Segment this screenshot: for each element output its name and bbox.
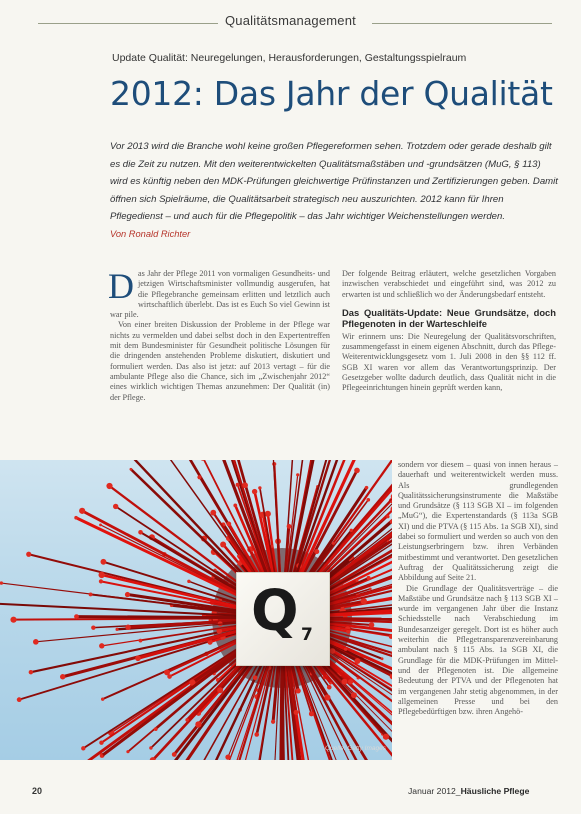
spike-tip xyxy=(365,486,369,490)
spike-tip xyxy=(98,572,104,578)
spike-tip xyxy=(106,483,112,489)
spike-tip xyxy=(369,587,372,590)
column-3-paragraph-1: sondern vor diesem – quasi von innen heraus – dauerhaft und weiterentwickelt werden muss. Als grundlegenden Qualitätssicherungsinstrumente die Maßstäbe und Grundsätze (§ 113 SGB XI – im folgenden „MuG“), die Expertenstandards (§ 113a SGB XI) und die PTVA (§ 115 Abs. 1a SGB XI), sind dabei so formuliert und werden so auch von den Leistungserbringern bzw. ihren Verbänden mitbestimmt und verantwortet. Den gesetzlichen Auftrag der Qualitätssicherung zeigt die Abbildung auf Seite 21. xyxy=(398,460,558,583)
spike-tip xyxy=(369,622,375,628)
spike-tip xyxy=(125,592,130,597)
column-1-paragraph-1 xyxy=(108,266,330,320)
spike-tip xyxy=(115,628,118,631)
spike-tip xyxy=(367,498,371,502)
spike-tip xyxy=(101,559,107,565)
spike-tip xyxy=(17,697,22,702)
spike-tip xyxy=(0,581,3,584)
spike-tip xyxy=(233,503,237,507)
spike-tip xyxy=(195,721,201,727)
spike-tip xyxy=(351,692,357,698)
spike-tip xyxy=(29,670,33,674)
spike-tip xyxy=(253,675,258,680)
page-number: 20 xyxy=(32,786,43,796)
spike-tip xyxy=(386,515,389,518)
spike-tip xyxy=(225,755,230,760)
header-rule-right xyxy=(372,23,552,24)
spike-tip xyxy=(89,593,93,597)
spike-tip xyxy=(10,617,16,623)
spike-tip xyxy=(348,679,353,684)
spike-tip xyxy=(220,541,226,547)
spike-tip xyxy=(381,657,384,660)
column-1-paragraph-2: Von einer breiten Diskussion der Probleme in der Pflege war nichts zu vermelden und dabei selbst doch in den Expertentreffen mit dem Bundesminister für Gesundheit politische Lösungen für die dringenden anstehenden Probleme diskutiert, diskutiert und formuliert werden. Das also ist jetzt: auf 2013 vertagt – für die ambulante Pflege also die Chance, sich im „Zwischenjahr 2012“ eines wirklich wichtigen Themas anzunehmen: Der Qualität (in) der Pflege. xyxy=(110,320,330,402)
spike-tip xyxy=(258,486,261,489)
column-3 xyxy=(398,460,558,717)
spike-tip xyxy=(99,740,103,744)
spike-tip xyxy=(130,468,133,471)
article-byline: Von Ronald Richter xyxy=(110,229,191,239)
article-photo xyxy=(0,460,392,760)
spike-tip xyxy=(139,639,143,643)
footer-publication: Häusliche Pflege xyxy=(460,786,530,796)
footer-issue-date: Januar 2012 xyxy=(408,786,456,796)
spike-tip xyxy=(26,552,31,557)
column-1 xyxy=(108,266,330,403)
tile-letter: Q xyxy=(251,579,299,644)
dropcap: D xyxy=(108,266,134,306)
section-title: Qualitätsmanagement xyxy=(225,13,356,28)
column-2-paragraph-1: Der folgende Beitrag erläutert, welche gesetzlichen Vorgaben inzwischen verabschiedet und eingeführt sind, was 2012 zu erwarten ist und schließlich wo der Änderungsbedarf entsteht. xyxy=(342,269,556,299)
spike-tip xyxy=(309,711,314,716)
column-2 xyxy=(342,269,556,393)
column-2-paragraph-2: Wir erinnern uns: Die Neuregelung der Qualitätsvorschriften, zusammengefasst in einem eigenen Abschnitt, durch das Pflege-Weiterentwicklungsgesetz vom 1. Juli 2008 in den §§ 112 ff. SGB XI waren vor allem das Verantwortungsprinzip. Der Gesetzgeber wollte dadurch deutlich, dass Qualität nicht in die Pflegeeinrichtungen hinein geprüft werden kann, xyxy=(342,331,556,393)
spike-tip xyxy=(79,508,85,514)
spike-tip xyxy=(296,688,301,693)
spike-tip xyxy=(296,473,299,476)
spike-tip xyxy=(99,643,104,648)
spike-tip xyxy=(314,549,319,554)
spike-tip xyxy=(342,679,348,685)
spike-tip xyxy=(327,685,332,690)
spike-tip xyxy=(350,529,353,532)
spike-tip xyxy=(60,674,65,679)
spike-tip xyxy=(329,682,332,685)
spike-tip xyxy=(149,746,152,749)
spike-tip xyxy=(344,647,347,650)
tile-number: 7 xyxy=(301,625,313,645)
letter-tile xyxy=(236,572,330,666)
spike-tip xyxy=(172,752,177,757)
spike-tip xyxy=(332,542,335,545)
spike-tip xyxy=(330,648,336,654)
spike-tip xyxy=(252,489,257,494)
spike-tip xyxy=(154,727,158,731)
spike-tip xyxy=(287,524,292,529)
section-heading: Das Qualitäts-Update: Neue Grundsätze, doch Pflegenoten in der Warteschleife xyxy=(342,306,556,330)
spike-tip xyxy=(185,718,189,722)
spike-group xyxy=(0,460,392,760)
footer-issue xyxy=(408,786,529,796)
spike-tip xyxy=(356,579,359,582)
spike-tip xyxy=(33,639,39,645)
spike-tip xyxy=(324,694,330,700)
photo-credit: Quelle: Getty Images xyxy=(324,745,386,752)
spike-tip xyxy=(236,483,240,487)
red-spikes-illustration xyxy=(0,460,392,760)
article-headline: 2012: Das Jahr der Qualität xyxy=(110,74,553,113)
spike-tip xyxy=(113,504,118,509)
article-lead: Vor 2013 wird die Branche wohl keine großen Pflegereformen sehen. Trotzdem oder gerade deshalb gilt es die Zeit zu nutzen. Mit den weiterentwickelten Qualitätsmaßstäben und -grundsätzen (MuG, § 113) wird es künftig neben den MDK-Prüfungen gleichwertige Prüfinstanzen und Zertifizierungen geben. Damit öffnen sich Spielräume, die Qualitätsarbeit strategisch neu auszurichten. 2012 kann für Ihren Pflegedienst – und auch für die Pflegepolitik – das Jahr wichtiger Weichenstellungen werden. xyxy=(110,141,558,223)
column-3-paragraph-2: Die Grundlage der Qualitätsverträge – die Maßstäbe und Grundsätze nach § 113 SGB XI – wurde im vergangenen Jahr über die Instanz Schiedsstelle nach Verabschiedung im Bundesanzeiger geregelt. Dort ist es höher auch weiterhin die Pflegetransparenzvereinbarung ambulant nach § 115 Abs. 1a SGB XI, die Grundlage für die MDK-Prüfungen im Mittel- und der Pflegenoten ist. Die allgemeine Bedeutung der PTVA und der Pflegenoten hat im vergangenen Jahr stetig abgenommen, in der allgemeinen Presse und bei den Pflegebedürftigen bzw. ihren Angehö- xyxy=(398,583,558,717)
spike-tip xyxy=(125,625,130,630)
footer-separator: _ xyxy=(455,786,461,796)
spike-tip xyxy=(164,669,170,675)
article-kicker: Update Qualität: Neuregelungen, Herausforderungen, Gestaltungsspielraum xyxy=(112,52,467,64)
spike-tip xyxy=(126,750,129,753)
spike-tip xyxy=(366,576,370,580)
spike-tip xyxy=(91,625,95,629)
spike-tip xyxy=(210,510,216,516)
spike-tip xyxy=(74,516,78,520)
spike-tip xyxy=(217,687,223,693)
spike-tip xyxy=(101,697,104,700)
spike-tip xyxy=(187,580,190,583)
spike-tip xyxy=(354,468,360,474)
spike xyxy=(77,617,262,618)
spike-tip xyxy=(138,530,143,535)
spike-tip xyxy=(361,598,367,604)
spike-tip xyxy=(294,710,299,715)
spike-tip xyxy=(74,614,79,619)
spike-tip xyxy=(81,746,85,750)
spike-tip xyxy=(99,523,102,526)
spike-tip xyxy=(242,482,248,488)
spike-tip xyxy=(100,754,104,758)
spike-tip xyxy=(271,720,275,724)
spike-tip xyxy=(197,475,201,479)
spike-tip xyxy=(226,522,231,527)
spike-tip xyxy=(254,732,259,737)
spike-tip xyxy=(237,555,240,558)
spike-tip xyxy=(135,655,141,661)
column-1-text-1: as Jahr der Pflege 2011 von vormaligen Gesundheits- und jetzigen Wirtschaftsminister vollmundig ausgerufen, hat die Pflegebranche gemeinsam erlitten und letztlich auch wirtschaftlich überlebt. Das ist es Euch So viel Gewinn ist war pile. xyxy=(110,269,330,320)
spike-tip xyxy=(99,579,103,583)
spike-tip xyxy=(383,734,389,740)
